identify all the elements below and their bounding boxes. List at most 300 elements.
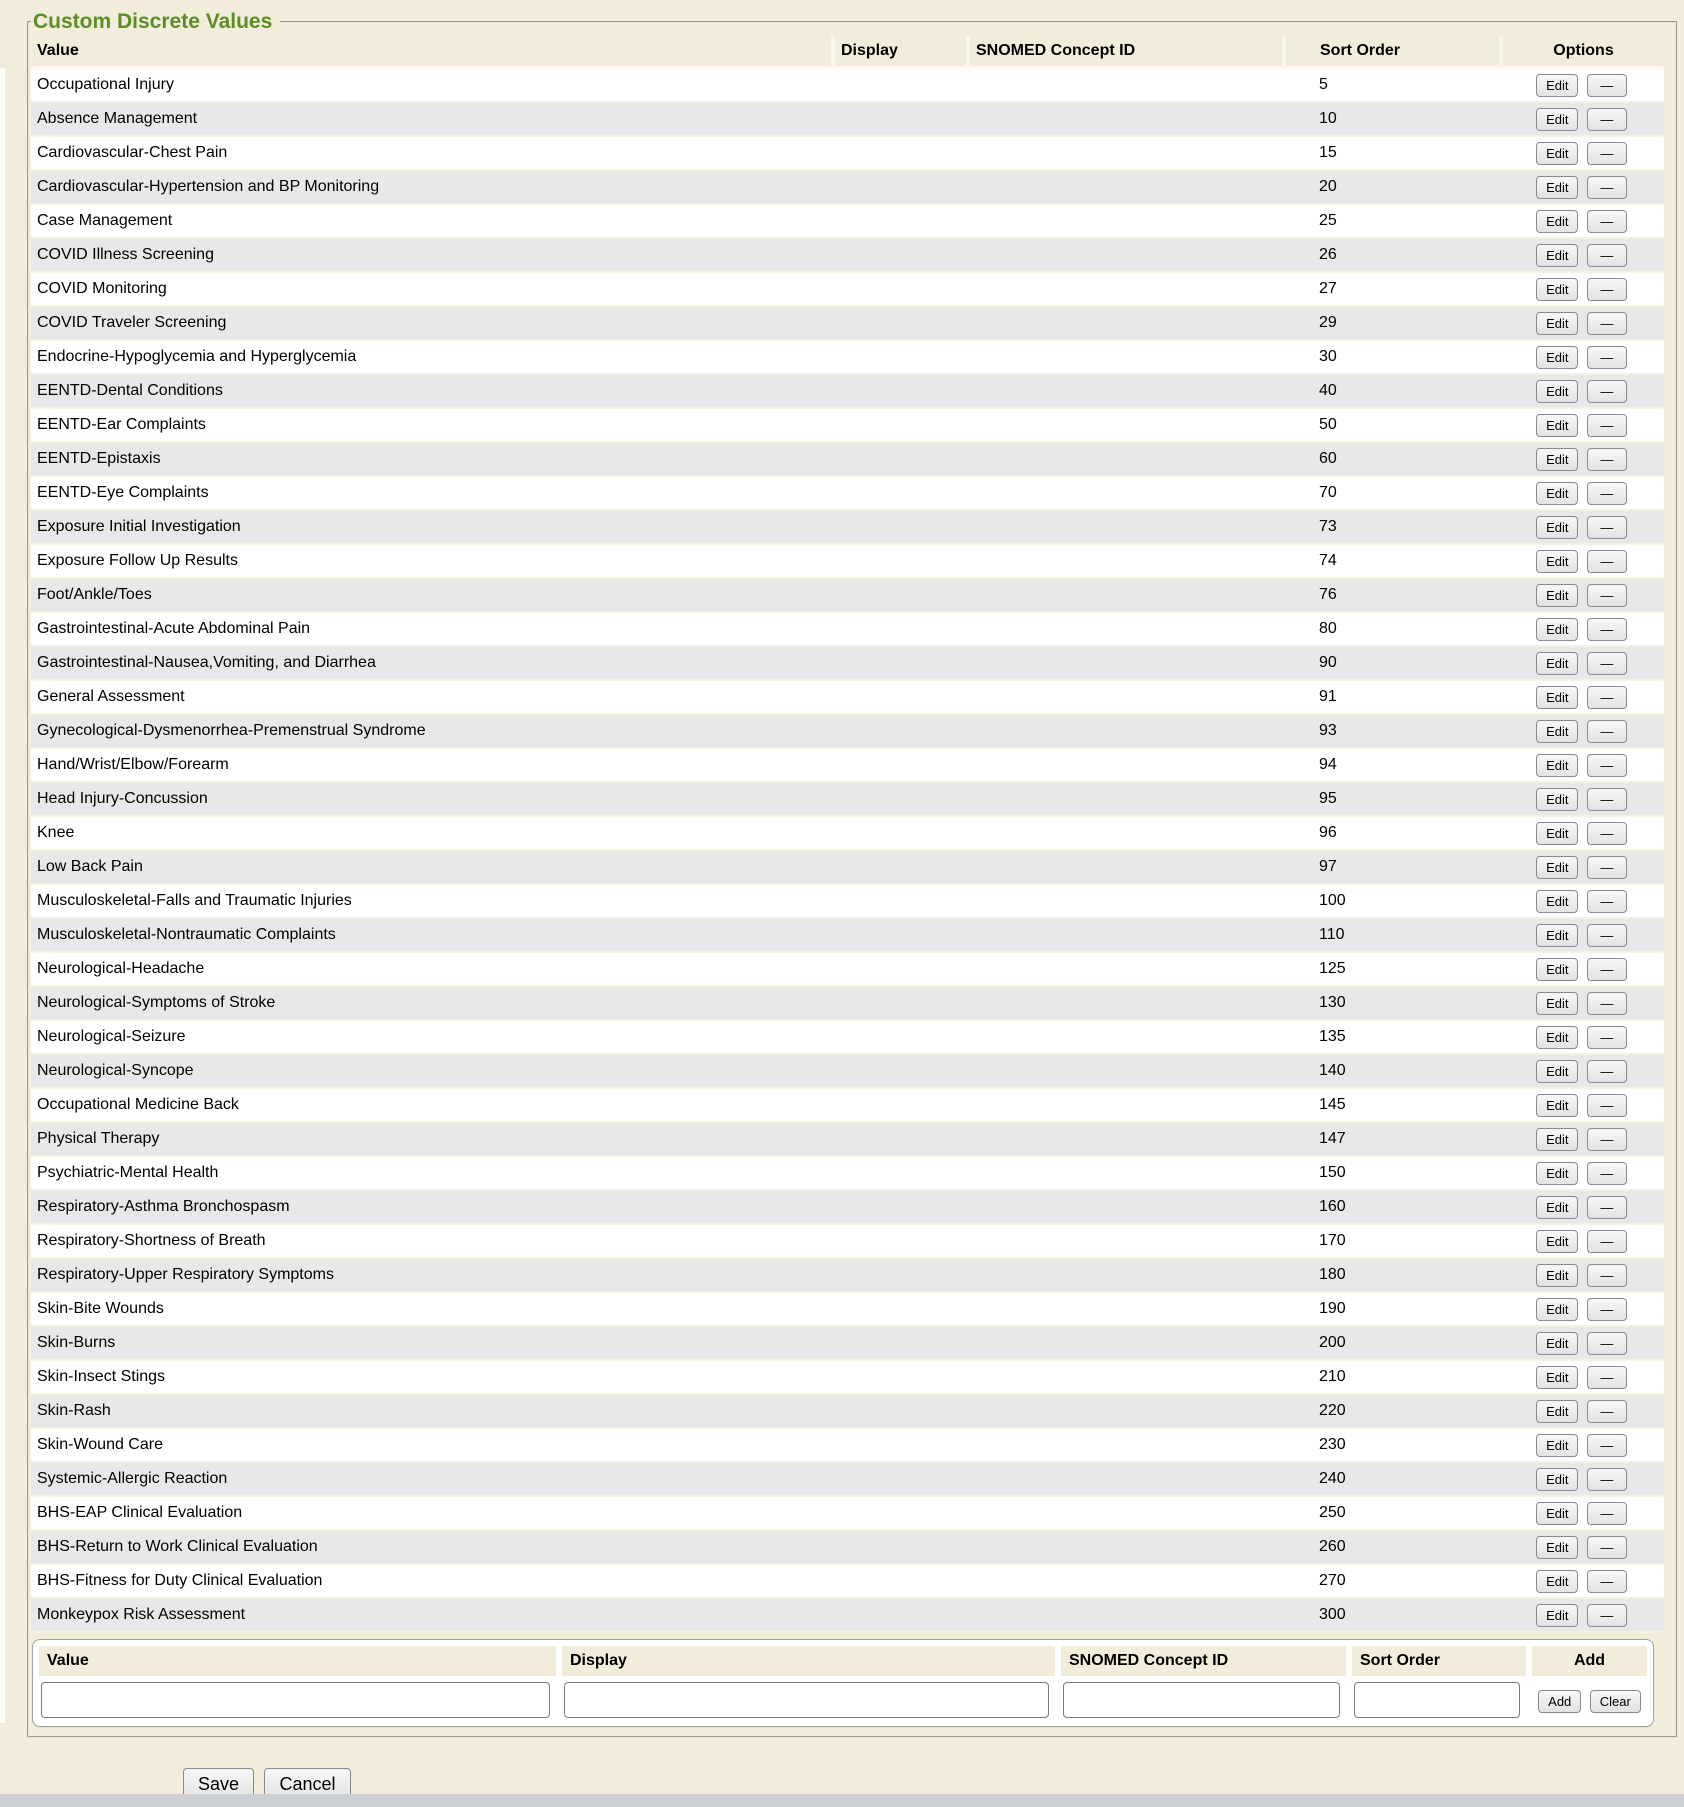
row-value: EENTD-Ear Complaints xyxy=(31,409,831,443)
row-sort-order: 270 xyxy=(1282,1565,1499,1599)
row-options xyxy=(1499,1259,1664,1293)
row-options xyxy=(1499,681,1664,715)
table-row xyxy=(31,1327,1664,1361)
row-sort-order: 160 xyxy=(1282,1191,1499,1225)
add-actions-cell xyxy=(1532,1690,1647,1713)
row-snomed xyxy=(966,1089,1282,1123)
remove-button[interactable]: — xyxy=(1587,1604,1627,1627)
table-row xyxy=(31,1531,1664,1565)
remove-button[interactable]: — xyxy=(1587,618,1627,641)
row-options xyxy=(1499,273,1664,307)
row-display xyxy=(831,341,966,375)
table-row xyxy=(31,681,1664,715)
add-value-input[interactable] xyxy=(41,1682,550,1718)
row-options xyxy=(1499,511,1664,545)
remove-button[interactable]: — xyxy=(1587,210,1627,233)
row-snomed xyxy=(966,1259,1282,1293)
row-snomed xyxy=(966,477,1282,511)
edit-button[interactable]: Edit xyxy=(1536,720,1578,743)
row-options xyxy=(1499,1191,1664,1225)
edit-button[interactable]: Edit xyxy=(1536,584,1578,607)
row-options xyxy=(1499,851,1664,885)
row-snomed xyxy=(966,749,1282,783)
row-snomed xyxy=(966,919,1282,953)
edit-button[interactable]: Edit xyxy=(1536,1434,1578,1457)
table-row xyxy=(31,817,1664,851)
column-header-snomed: SNOMED Concept ID xyxy=(966,36,1282,69)
remove-button[interactable]: — xyxy=(1587,176,1627,199)
table-row xyxy=(31,375,1664,409)
page-title: Custom Discrete Values xyxy=(33,10,273,33)
table-row xyxy=(31,137,1664,171)
row-value: Cardiovascular-Chest Pain xyxy=(31,137,831,171)
row-options xyxy=(1499,1327,1664,1361)
row-snomed xyxy=(966,1395,1282,1429)
remove-button[interactable]: — xyxy=(1587,312,1627,335)
row-options xyxy=(1499,1123,1664,1157)
remove-button[interactable]: — xyxy=(1587,1434,1627,1457)
clear-button[interactable]: Clear xyxy=(1590,1690,1641,1713)
cancel-button[interactable]: Cancel xyxy=(264,1768,350,1801)
row-snomed xyxy=(966,171,1282,205)
row-snomed xyxy=(966,579,1282,613)
row-sort-order: 60 xyxy=(1282,443,1499,477)
edit-button[interactable]: Edit xyxy=(1536,1366,1578,1389)
row-display xyxy=(831,749,966,783)
table-row xyxy=(31,307,1664,341)
row-options xyxy=(1499,1225,1664,1259)
row-value: Cardiovascular-Hypertension and BP Monitoring xyxy=(31,171,831,205)
row-snomed xyxy=(966,1055,1282,1089)
add-header-sort-order: Sort Order xyxy=(1352,1646,1526,1676)
row-sort-order: 250 xyxy=(1282,1497,1499,1531)
row-value: Skin-Insect Stings xyxy=(31,1361,831,1395)
remove-button[interactable]: — xyxy=(1587,1060,1627,1083)
row-options xyxy=(1499,1395,1664,1429)
edit-button[interactable]: Edit xyxy=(1536,380,1578,403)
edit-button[interactable]: Edit xyxy=(1536,1128,1578,1151)
edit-button[interactable]: Edit xyxy=(1536,992,1578,1015)
row-sort-order: 130 xyxy=(1282,987,1499,1021)
remove-button[interactable]: — xyxy=(1587,1570,1627,1593)
row-value: COVID Traveler Screening xyxy=(31,307,831,341)
remove-button[interactable]: — xyxy=(1587,1128,1627,1151)
row-value: COVID Illness Screening xyxy=(31,239,831,273)
edit-button[interactable]: Edit xyxy=(1536,1468,1578,1491)
row-options xyxy=(1499,613,1664,647)
row-snomed xyxy=(966,885,1282,919)
edit-button[interactable]: Edit xyxy=(1536,788,1578,811)
row-sort-order: 40 xyxy=(1282,375,1499,409)
edit-button[interactable]: Edit xyxy=(1536,74,1578,97)
row-sort-order: 125 xyxy=(1282,953,1499,987)
edit-button[interactable]: Edit xyxy=(1536,1570,1578,1593)
row-options xyxy=(1499,205,1664,239)
row-display xyxy=(831,681,966,715)
row-options xyxy=(1499,1463,1664,1497)
table-row xyxy=(31,103,1664,137)
row-sort-order: 135 xyxy=(1282,1021,1499,1055)
table-row xyxy=(31,885,1664,919)
row-snomed xyxy=(966,511,1282,545)
row-options xyxy=(1499,239,1664,273)
table-row xyxy=(31,613,1664,647)
remove-button[interactable]: — xyxy=(1587,278,1627,301)
remove-button[interactable]: — xyxy=(1587,584,1627,607)
row-display xyxy=(831,1395,966,1429)
row-value: BHS-EAP Clinical Evaluation xyxy=(31,1497,831,1531)
row-options xyxy=(1499,307,1664,341)
table-row xyxy=(31,1259,1664,1293)
row-display xyxy=(831,1293,966,1327)
edit-button[interactable]: Edit xyxy=(1536,1604,1578,1627)
row-sort-order: 96 xyxy=(1282,817,1499,851)
edit-button[interactable]: Edit xyxy=(1536,1298,1578,1321)
row-display xyxy=(831,817,966,851)
row-options xyxy=(1499,783,1664,817)
add-snomed-cell xyxy=(1061,1682,1346,1720)
remove-button[interactable]: — xyxy=(1587,924,1627,947)
remove-button[interactable]: — xyxy=(1587,856,1627,879)
row-options xyxy=(1499,1157,1664,1191)
remove-button[interactable]: — xyxy=(1587,1332,1627,1355)
edit-button[interactable]: Edit xyxy=(1536,652,1578,675)
remove-button[interactable]: — xyxy=(1587,346,1627,369)
table-row xyxy=(31,1497,1664,1531)
row-value: Skin-Burns xyxy=(31,1327,831,1361)
row-value: Musculoskeletal-Falls and Traumatic Injuries xyxy=(31,885,831,919)
edit-button[interactable]: Edit xyxy=(1536,1502,1578,1525)
row-display xyxy=(831,1089,966,1123)
remove-button[interactable]: — xyxy=(1587,516,1627,539)
remove-button[interactable]: — xyxy=(1587,1094,1627,1117)
row-value: Gynecological-Dysmenorrhea-Premenstrual Syndrome xyxy=(31,715,831,749)
remove-button[interactable]: — xyxy=(1587,1230,1627,1253)
remove-button[interactable]: — xyxy=(1587,1366,1627,1389)
remove-button[interactable]: — xyxy=(1587,108,1627,131)
row-options xyxy=(1499,1531,1664,1565)
row-snomed xyxy=(966,1463,1282,1497)
row-value: Occupational Injury xyxy=(31,69,831,103)
remove-button[interactable]: — xyxy=(1587,1298,1627,1321)
table-row xyxy=(31,69,1664,103)
row-display xyxy=(831,1259,966,1293)
edit-button[interactable]: Edit xyxy=(1536,346,1578,369)
table-row xyxy=(31,919,1664,953)
remove-button[interactable]: — xyxy=(1587,482,1627,505)
row-options xyxy=(1499,1429,1664,1463)
row-display xyxy=(831,511,966,545)
edit-button[interactable]: Edit xyxy=(1536,1230,1578,1253)
row-value: Knee xyxy=(31,817,831,851)
table-row xyxy=(31,511,1664,545)
row-snomed xyxy=(966,69,1282,103)
add-snomed-input[interactable] xyxy=(1063,1682,1340,1718)
row-options xyxy=(1499,1565,1664,1599)
row-options xyxy=(1499,103,1664,137)
remove-button[interactable]: — xyxy=(1587,74,1627,97)
row-sort-order: 73 xyxy=(1282,511,1499,545)
row-display xyxy=(831,885,966,919)
row-display xyxy=(831,1565,966,1599)
row-options xyxy=(1499,1021,1664,1055)
remove-button[interactable]: — xyxy=(1587,1400,1627,1423)
edit-button[interactable]: Edit xyxy=(1536,516,1578,539)
remove-button[interactable]: — xyxy=(1587,142,1627,165)
row-display xyxy=(831,851,966,885)
remove-button[interactable]: — xyxy=(1587,414,1627,437)
row-value: Absence Management xyxy=(31,103,831,137)
edit-button[interactable]: Edit xyxy=(1536,1400,1578,1423)
row-value: EENTD-Eye Complaints xyxy=(31,477,831,511)
remove-button[interactable]: — xyxy=(1587,686,1627,709)
row-options xyxy=(1499,579,1664,613)
row-options xyxy=(1499,1055,1664,1089)
table-row xyxy=(31,987,1664,1021)
edit-button[interactable]: Edit xyxy=(1536,1094,1578,1117)
row-value: Low Back Pain xyxy=(31,851,831,885)
add-sort-order-input[interactable] xyxy=(1354,1682,1520,1718)
edit-button[interactable]: Edit xyxy=(1536,482,1578,505)
row-snomed xyxy=(966,1157,1282,1191)
table-row xyxy=(31,341,1664,375)
row-options xyxy=(1499,171,1664,205)
row-sort-order: 110 xyxy=(1282,919,1499,953)
row-sort-order: 240 xyxy=(1282,1463,1499,1497)
row-snomed xyxy=(966,1429,1282,1463)
row-sort-order: 180 xyxy=(1282,1259,1499,1293)
row-snomed xyxy=(966,443,1282,477)
row-sort-order: 230 xyxy=(1282,1429,1499,1463)
row-display xyxy=(831,1327,966,1361)
edit-button[interactable]: Edit xyxy=(1536,244,1578,267)
row-value: Case Management xyxy=(31,205,831,239)
remove-button[interactable]: — xyxy=(1587,958,1627,981)
remove-button[interactable]: — xyxy=(1587,890,1627,913)
row-sort-order: 10 xyxy=(1282,103,1499,137)
row-options xyxy=(1499,987,1664,1021)
row-snomed xyxy=(966,613,1282,647)
remove-button[interactable]: — xyxy=(1587,1502,1627,1525)
row-display xyxy=(831,1055,966,1089)
row-value: Skin-Rash xyxy=(31,1395,831,1429)
row-sort-order: 140 xyxy=(1282,1055,1499,1089)
edit-button[interactable]: Edit xyxy=(1536,108,1578,131)
edit-button[interactable]: Edit xyxy=(1536,686,1578,709)
row-display xyxy=(831,1123,966,1157)
row-sort-order: 15 xyxy=(1282,137,1499,171)
remove-button[interactable]: — xyxy=(1587,244,1627,267)
row-display xyxy=(831,171,966,205)
row-value: Occupational Medicine Back xyxy=(31,1089,831,1123)
remove-button[interactable]: — xyxy=(1587,1196,1627,1219)
table-row xyxy=(31,545,1664,579)
edit-button[interactable]: Edit xyxy=(1536,448,1578,471)
edit-button[interactable]: Edit xyxy=(1536,1264,1578,1287)
row-display xyxy=(831,1531,966,1565)
row-snomed xyxy=(966,1599,1282,1633)
column-header-value: Value xyxy=(31,36,831,69)
row-value: Respiratory-Asthma Bronchospasm xyxy=(31,1191,831,1225)
edit-button[interactable]: Edit xyxy=(1536,176,1578,199)
edit-button[interactable]: Edit xyxy=(1536,550,1578,573)
row-display xyxy=(831,919,966,953)
remove-button[interactable]: — xyxy=(1587,652,1627,675)
edit-button[interactable]: Edit xyxy=(1536,1060,1578,1083)
row-snomed xyxy=(966,307,1282,341)
row-sort-order: 260 xyxy=(1282,1531,1499,1565)
row-options xyxy=(1499,409,1664,443)
row-sort-order: 30 xyxy=(1282,341,1499,375)
row-value: BHS-Fitness for Duty Clinical Evaluation xyxy=(31,1565,831,1599)
row-snomed xyxy=(966,1191,1282,1225)
row-snomed xyxy=(966,783,1282,817)
row-display xyxy=(831,613,966,647)
edit-button[interactable]: Edit xyxy=(1536,278,1578,301)
edit-button[interactable]: Edit xyxy=(1536,856,1578,879)
row-display xyxy=(831,409,966,443)
row-display xyxy=(831,205,966,239)
table-row xyxy=(31,1599,1664,1633)
row-display xyxy=(831,239,966,273)
edit-button[interactable]: Edit xyxy=(1536,1026,1578,1049)
row-display xyxy=(831,783,966,817)
row-sort-order: 150 xyxy=(1282,1157,1499,1191)
row-snomed xyxy=(966,1565,1282,1599)
remove-button[interactable]: — xyxy=(1587,550,1627,573)
remove-button[interactable]: — xyxy=(1587,720,1627,743)
row-sort-order: 29 xyxy=(1282,307,1499,341)
row-options xyxy=(1499,443,1664,477)
remove-button[interactable]: — xyxy=(1587,992,1627,1015)
row-snomed xyxy=(966,851,1282,885)
save-button[interactable]: Save xyxy=(183,1768,254,1801)
edit-button[interactable]: Edit xyxy=(1536,414,1578,437)
row-display xyxy=(831,69,966,103)
table-row xyxy=(31,1055,1664,1089)
row-display xyxy=(831,137,966,171)
row-display xyxy=(831,1599,966,1633)
add-button[interactable]: Add xyxy=(1538,1690,1581,1713)
remove-button[interactable]: — xyxy=(1587,1536,1627,1559)
add-sort-order-cell xyxy=(1352,1682,1526,1720)
table-row xyxy=(31,1361,1664,1395)
row-value: EENTD-Dental Conditions xyxy=(31,375,831,409)
row-sort-order: 70 xyxy=(1282,477,1499,511)
row-value: Gastrointestinal-Acute Abdominal Pain xyxy=(31,613,831,647)
row-display xyxy=(831,477,966,511)
row-snomed xyxy=(966,1123,1282,1157)
remove-button[interactable]: — xyxy=(1587,1026,1627,1049)
edit-button[interactable]: Edit xyxy=(1536,618,1578,641)
edit-button[interactable]: Edit xyxy=(1536,924,1578,947)
remove-button[interactable]: — xyxy=(1587,1468,1627,1491)
row-sort-order: 25 xyxy=(1282,205,1499,239)
row-snomed xyxy=(966,715,1282,749)
row-sort-order: 93 xyxy=(1282,715,1499,749)
row-value: Foot/Ankle/Toes xyxy=(31,579,831,613)
edit-button[interactable]: Edit xyxy=(1536,754,1578,777)
row-options xyxy=(1499,1089,1664,1123)
column-header-options: Options xyxy=(1499,36,1664,69)
row-value: Neurological-Seizure xyxy=(31,1021,831,1055)
row-snomed xyxy=(966,1021,1282,1055)
add-display-cell xyxy=(562,1682,1055,1720)
edit-button[interactable]: Edit xyxy=(1536,1162,1578,1185)
remove-button[interactable]: — xyxy=(1587,380,1627,403)
edit-button[interactable]: Edit xyxy=(1536,312,1578,335)
edit-button[interactable]: Edit xyxy=(1536,890,1578,913)
row-snomed xyxy=(966,273,1282,307)
row-sort-order: 20 xyxy=(1282,171,1499,205)
row-sort-order: 100 xyxy=(1282,885,1499,919)
table-row xyxy=(31,1463,1664,1497)
edit-button[interactable]: Edit xyxy=(1536,1536,1578,1559)
remove-button[interactable]: — xyxy=(1587,754,1627,777)
row-value: Head Injury-Concussion xyxy=(31,783,831,817)
remove-button[interactable]: — xyxy=(1587,822,1627,845)
table-row xyxy=(31,443,1664,477)
table-row xyxy=(31,1565,1664,1599)
row-snomed xyxy=(966,375,1282,409)
row-snomed xyxy=(966,987,1282,1021)
table-row xyxy=(31,205,1664,239)
table-row xyxy=(31,1191,1664,1225)
remove-button[interactable]: — xyxy=(1587,1162,1627,1185)
row-sort-order: 95 xyxy=(1282,783,1499,817)
row-value: Respiratory-Shortness of Breath xyxy=(31,1225,831,1259)
row-snomed xyxy=(966,341,1282,375)
table-row xyxy=(31,273,1664,307)
edit-button[interactable]: Edit xyxy=(1536,822,1578,845)
row-options xyxy=(1499,885,1664,919)
row-options xyxy=(1499,1599,1664,1633)
edit-button[interactable]: Edit xyxy=(1536,210,1578,233)
row-sort-order: 170 xyxy=(1282,1225,1499,1259)
row-value: BHS-Return to Work Clinical Evaluation xyxy=(31,1531,831,1565)
remove-button[interactable]: — xyxy=(1587,448,1627,471)
row-value: Neurological-Headache xyxy=(31,953,831,987)
row-sort-order: 147 xyxy=(1282,1123,1499,1157)
edit-button[interactable]: Edit xyxy=(1536,958,1578,981)
row-options xyxy=(1499,715,1664,749)
row-display xyxy=(831,1361,966,1395)
row-display xyxy=(831,953,966,987)
add-display-input[interactable] xyxy=(564,1682,1049,1718)
edit-button[interactable]: Edit xyxy=(1536,142,1578,165)
row-snomed xyxy=(966,103,1282,137)
row-display xyxy=(831,1497,966,1531)
row-sort-order: 90 xyxy=(1282,647,1499,681)
row-snomed xyxy=(966,647,1282,681)
row-display xyxy=(831,647,966,681)
row-value: Neurological-Symptoms of Stroke xyxy=(31,987,831,1021)
row-sort-order: 91 xyxy=(1282,681,1499,715)
row-snomed xyxy=(966,239,1282,273)
remove-button[interactable]: — xyxy=(1587,788,1627,811)
edit-button[interactable]: Edit xyxy=(1536,1196,1578,1219)
edit-button[interactable]: Edit xyxy=(1536,1332,1578,1355)
remove-button[interactable]: — xyxy=(1587,1264,1627,1287)
table-row xyxy=(31,851,1664,885)
row-value: Monkeypox Risk Assessment xyxy=(31,1599,831,1633)
table-row xyxy=(31,1157,1664,1191)
row-value: Respiratory-Upper Respiratory Symptoms xyxy=(31,1259,831,1293)
row-sort-order: 50 xyxy=(1282,409,1499,443)
row-display xyxy=(831,579,966,613)
discrete-values-table xyxy=(31,36,1664,1633)
row-snomed xyxy=(966,953,1282,987)
